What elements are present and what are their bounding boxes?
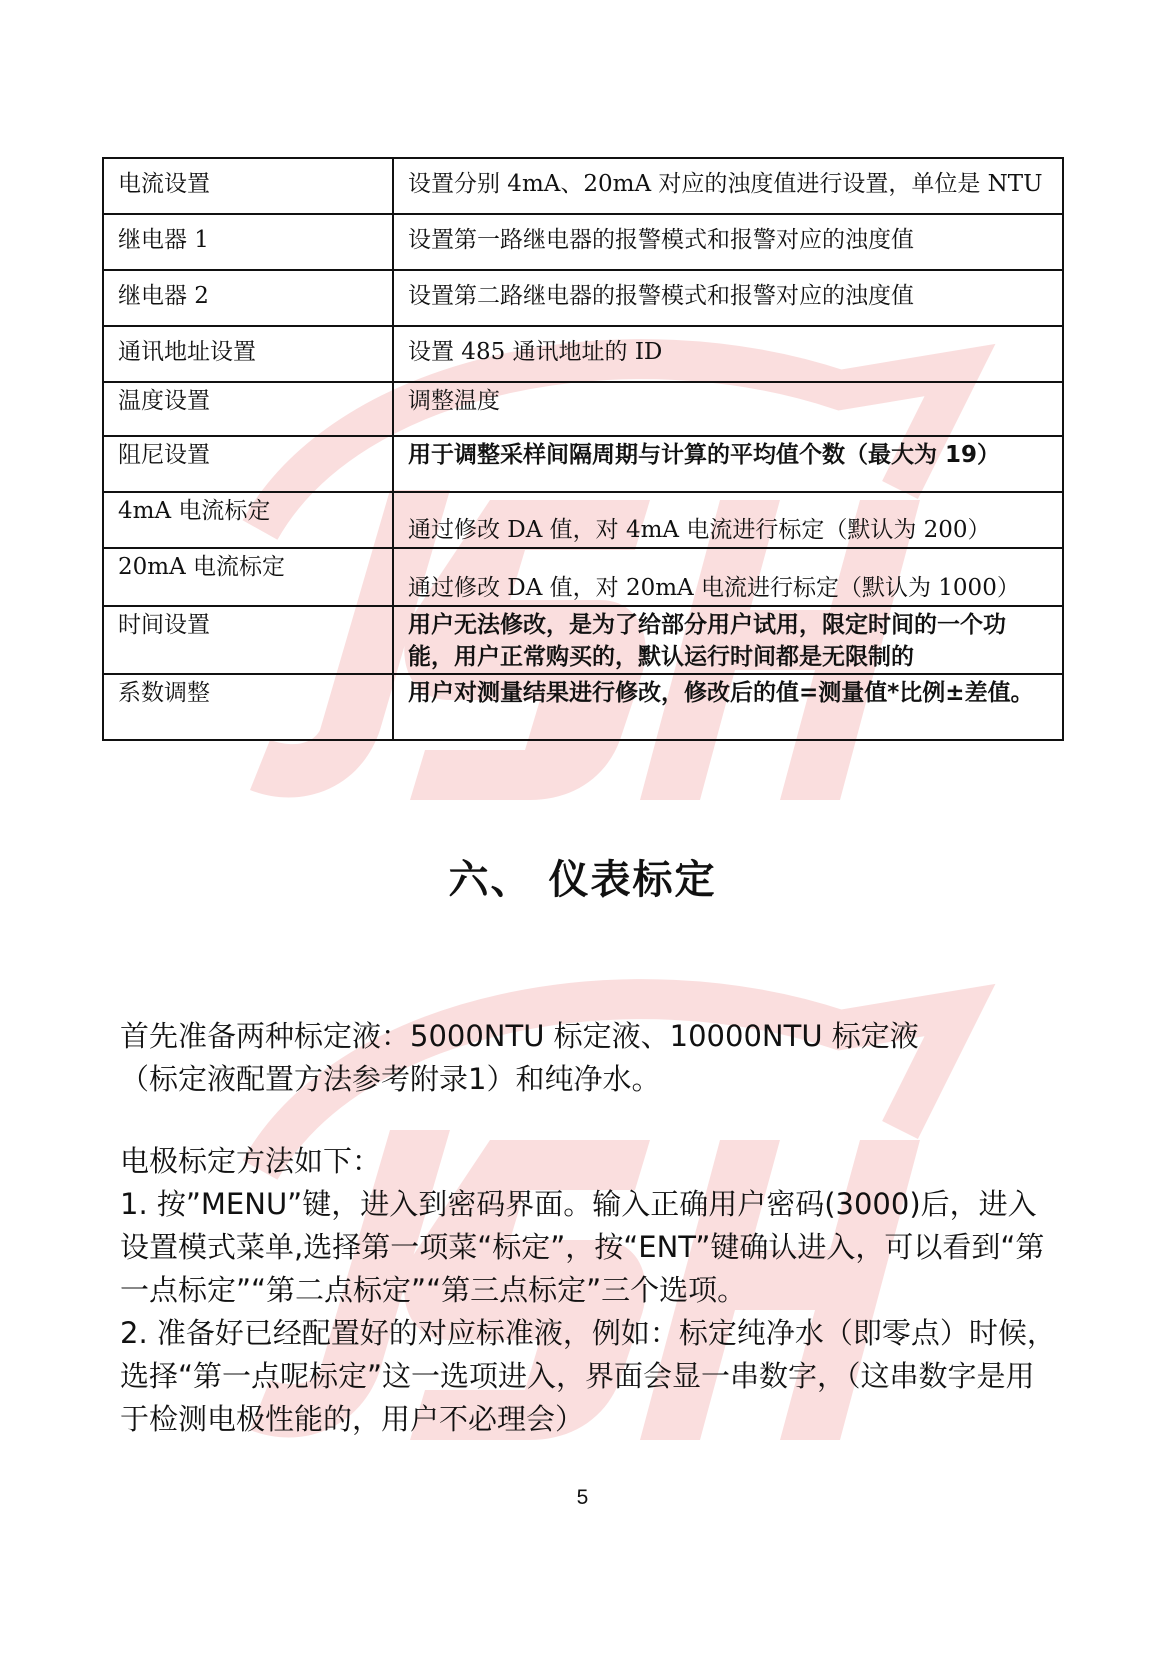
prep-line-1: 首先准备两种标定液：5000NTU 标定液、10000NTU 标定液 — [120, 1019, 919, 1053]
table-row — [103, 326, 1063, 382]
step-1: 1. 按”MENU”键，进入到密码界面。输入正确用户密码(3000)后，进入设置模式菜单,选择第一项菜“标定”，按“ENT”键确认进入，可以看到“第一点标定”“第二点标定”“第三点标定”三个选项。 — [120, 1187, 1045, 1307]
param-name: 继电器 2 — [103, 270, 393, 326]
table-row — [103, 270, 1063, 326]
param-description: 用户无法修改，是为了给部分用户试用，限定时间的一个功能，用户正常购买的，默认运行时间都是无限制的 — [393, 606, 1063, 674]
param-description: 用户对测量结果进行修改，修改后的值=测量值*比例±差值。 — [393, 674, 1063, 740]
param-name: 系数调整 — [103, 674, 393, 740]
table-row — [103, 382, 1063, 436]
page-number: 5 — [576, 1486, 589, 1509]
table-row — [103, 674, 1063, 740]
param-name: 通讯地址设置 — [103, 326, 393, 382]
table-row — [103, 492, 1063, 548]
param-description: 设置第二路继电器的报警模式和报警对应的浊度值 — [393, 270, 1063, 326]
table-row — [103, 606, 1063, 674]
method-section — [120, 1140, 1060, 1441]
parameter-table — [102, 157, 1064, 741]
param-description: 用于调整采样间隔周期与计算的平均值个数（最大为 19） — [393, 436, 1063, 492]
step-2: 2. 准备好已经配置好的对应标准液，例如：标定纯净水（即零点）时候，选择“第一点呢标定”这一选项进入，界面会显一串数字，（这串数字是用于检测电极性能的，用户不必理会） — [120, 1316, 1056, 1436]
table-row — [103, 214, 1063, 270]
section-heading: 六、 仪表标定 — [448, 857, 717, 903]
param-description: 通过修改 DA 值，对 4mA 电流进行标定（默认为 200） — [393, 492, 1063, 548]
param-description: 设置第一路继电器的报警模式和报警对应的浊度值 — [393, 214, 1063, 270]
prep-line-2: （标定液配置方法参考附录1）和纯净水。 — [120, 1062, 661, 1096]
param-name: 温度设置 — [103, 382, 393, 436]
table-row — [103, 436, 1063, 492]
param-description: 设置 485 通讯地址的 ID — [393, 326, 1063, 382]
preparation-paragraph — [120, 1015, 1060, 1101]
param-name: 20mA 电流标定 — [103, 548, 393, 606]
table-row — [103, 548, 1063, 606]
param-name: 时间设置 — [103, 606, 393, 674]
param-name: 电流设置 — [103, 158, 393, 214]
param-name: 4mA 电流标定 — [103, 492, 393, 548]
param-description: 调整温度 — [393, 382, 1063, 436]
param-description: 设置分别 4mA、20mA 对应的浊度值进行设置，单位是 NTU — [393, 158, 1063, 214]
param-name: 阻尼设置 — [103, 436, 393, 492]
table-row — [103, 158, 1063, 214]
param-description: 通过修改 DA 值，对 20mA 电流进行标定（默认为 1000） — [393, 548, 1063, 606]
param-name: 继电器 1 — [103, 214, 393, 270]
method-title: 电极标定方法如下： — [120, 1144, 382, 1178]
